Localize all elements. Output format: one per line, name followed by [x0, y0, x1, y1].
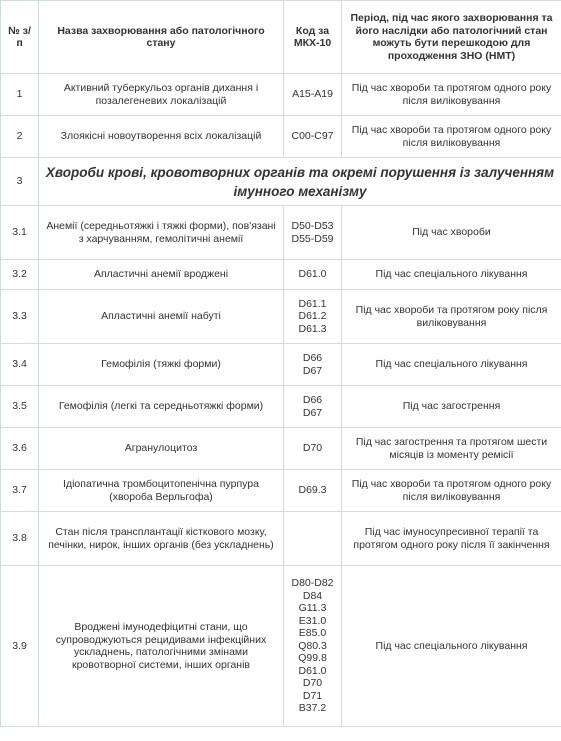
disease-name: Агранулоцитоз — [39, 428, 284, 470]
icd-code: D84 — [302, 589, 323, 602]
row-number: 3.6 — [1, 428, 39, 470]
icd-code: D61.0 — [298, 664, 327, 677]
icd-codes — [284, 566, 342, 727]
row-number: 3.7 — [1, 470, 39, 512]
disease-name: Активний туберкульоз органів дихання і позалегеневих локалізацій — [39, 74, 284, 116]
restriction-period: Під час хвороби та протягом року після виліковування — [342, 290, 561, 344]
table-row — [1, 470, 561, 512]
row-number: 1 — [1, 74, 39, 116]
row-number: 2 — [1, 116, 39, 158]
restriction-period: Під час загострення — [342, 386, 561, 428]
table-row — [1, 512, 561, 566]
icd-code: D61.3 — [298, 322, 327, 335]
table-row — [1, 74, 561, 116]
table-row — [1, 158, 561, 206]
disease-name: Гемофілія (тяжкі форми) — [39, 344, 284, 386]
icd-code: D70 — [302, 442, 323, 455]
disease-name: Анемії (середньотяжкі і тяжкі форми), пов'язані з харчуванням, гемолітичні анемії — [39, 206, 284, 260]
disease-name: Ідіопатична тромбоцитопенічна пурпура (хвороба Верльгофа) — [39, 470, 284, 512]
restriction-period: Під час спеціального лікування — [342, 566, 561, 727]
restriction-period: Під час спеціального лікування — [342, 344, 561, 386]
icd-code: D67 — [302, 406, 323, 419]
restriction-period: Під час хвороби — [342, 206, 561, 260]
restriction-period: Під час хвороби та протягом одного року після виліковування — [342, 74, 561, 116]
table-body — [1, 74, 561, 727]
icd-codes — [284, 206, 342, 260]
icd-code: D69.3 — [298, 484, 327, 497]
icd-codes — [284, 428, 342, 470]
icd-code: Q80.3 — [298, 639, 327, 652]
row-number: 3 — [1, 158, 39, 206]
icd-code: D61.0 — [298, 268, 327, 281]
row-number: 3.1 — [1, 206, 39, 260]
icd-code: D66 — [302, 352, 323, 364]
icd-codes — [284, 290, 342, 344]
icd-codes — [284, 344, 342, 386]
disease-name: Вроджені імунодефіцитні стани, що супроводжуються рецидивами інфекційних ускладнень, патологічними змінами кровотворної системи, інших органів — [39, 566, 284, 727]
icd-code: A15-A19 — [292, 88, 333, 101]
restriction-period: Під час хвороби та протягом одного року після виліковування — [342, 116, 561, 158]
icd-code: D71 — [302, 689, 323, 702]
restriction-period: Під час спеціального лікування — [342, 260, 561, 290]
restriction-period: Під час імуносупресивної терапії та протягом одного року після її закінчення — [342, 512, 561, 566]
icd-codes — [284, 470, 342, 512]
icd-code: D66 — [302, 394, 323, 406]
section-heading: Хвороби крові, кровотворних органів та окремі порушення із залученням імунного механізму — [39, 158, 561, 206]
icd-code: D70 — [302, 677, 323, 690]
table-row — [1, 290, 561, 344]
icd-code: D67 — [302, 364, 323, 377]
icd-code: D55-D59 — [291, 232, 334, 245]
disease-name: Апластичні анемії набуті — [39, 290, 284, 344]
row-number: 3.5 — [1, 386, 39, 428]
icd-codes — [284, 386, 342, 428]
icd-code: B37.2 — [298, 702, 327, 715]
table-row — [1, 260, 561, 290]
row-number: 3.4 — [1, 344, 39, 386]
header-name: Назва захворювання або патологічного стану — [39, 1, 284, 74]
header-period: Період, під час якого захворювання та його наслідки або патологічний стан можуть бути перешкодою для проходження ЗНО (НМТ) — [342, 1, 561, 74]
disease-name: Злоякісні новоутворення всіх локалізацій — [39, 116, 284, 158]
icd-code: E31.0 — [298, 614, 327, 627]
icd-code: G11.3 — [298, 602, 327, 615]
header-code: Код за МКХ-10 — [284, 1, 342, 74]
table-row — [1, 386, 561, 428]
row-number: 3.8 — [1, 512, 39, 566]
disease-name: Апластичні анемії вроджені — [39, 260, 284, 290]
icd-code: D80-D82 — [291, 577, 334, 590]
icd-codes — [284, 512, 342, 566]
header-row — [1, 1, 561, 74]
table-row — [1, 566, 561, 727]
table-row — [1, 206, 561, 260]
row-number: 3.3 — [1, 290, 39, 344]
restriction-period: Під час хвороби та протягом одного року після виліковування — [342, 470, 561, 512]
row-number: 3.2 — [1, 260, 39, 290]
icd-codes — [284, 74, 342, 116]
restriction-period: Під час загострення та протягом шести місяців із моменту ремісії — [342, 428, 561, 470]
icd-code: D61.1 — [298, 297, 327, 310]
icd-code: D50-D53 — [291, 220, 334, 232]
icd-code: D61.2 — [298, 310, 327, 323]
disease-name: Стан після трансплантації кісткового мозку, печінки, нирок, інших органів (без ускладнень) — [39, 512, 284, 566]
row-number: 3.9 — [1, 566, 39, 727]
table-row — [1, 428, 561, 470]
icd-code: C00-C97 — [291, 130, 334, 143]
header-num: № з/п — [1, 1, 39, 74]
table-row — [1, 116, 561, 158]
icd-code: E85.0 — [298, 627, 327, 640]
icd-codes — [284, 116, 342, 158]
icd-codes — [284, 260, 342, 290]
disease-name: Гемофілія (легкі та середньотяжкі форми) — [39, 386, 284, 428]
icd-code: Q99.8 — [298, 652, 327, 665]
table-row — [1, 344, 561, 386]
